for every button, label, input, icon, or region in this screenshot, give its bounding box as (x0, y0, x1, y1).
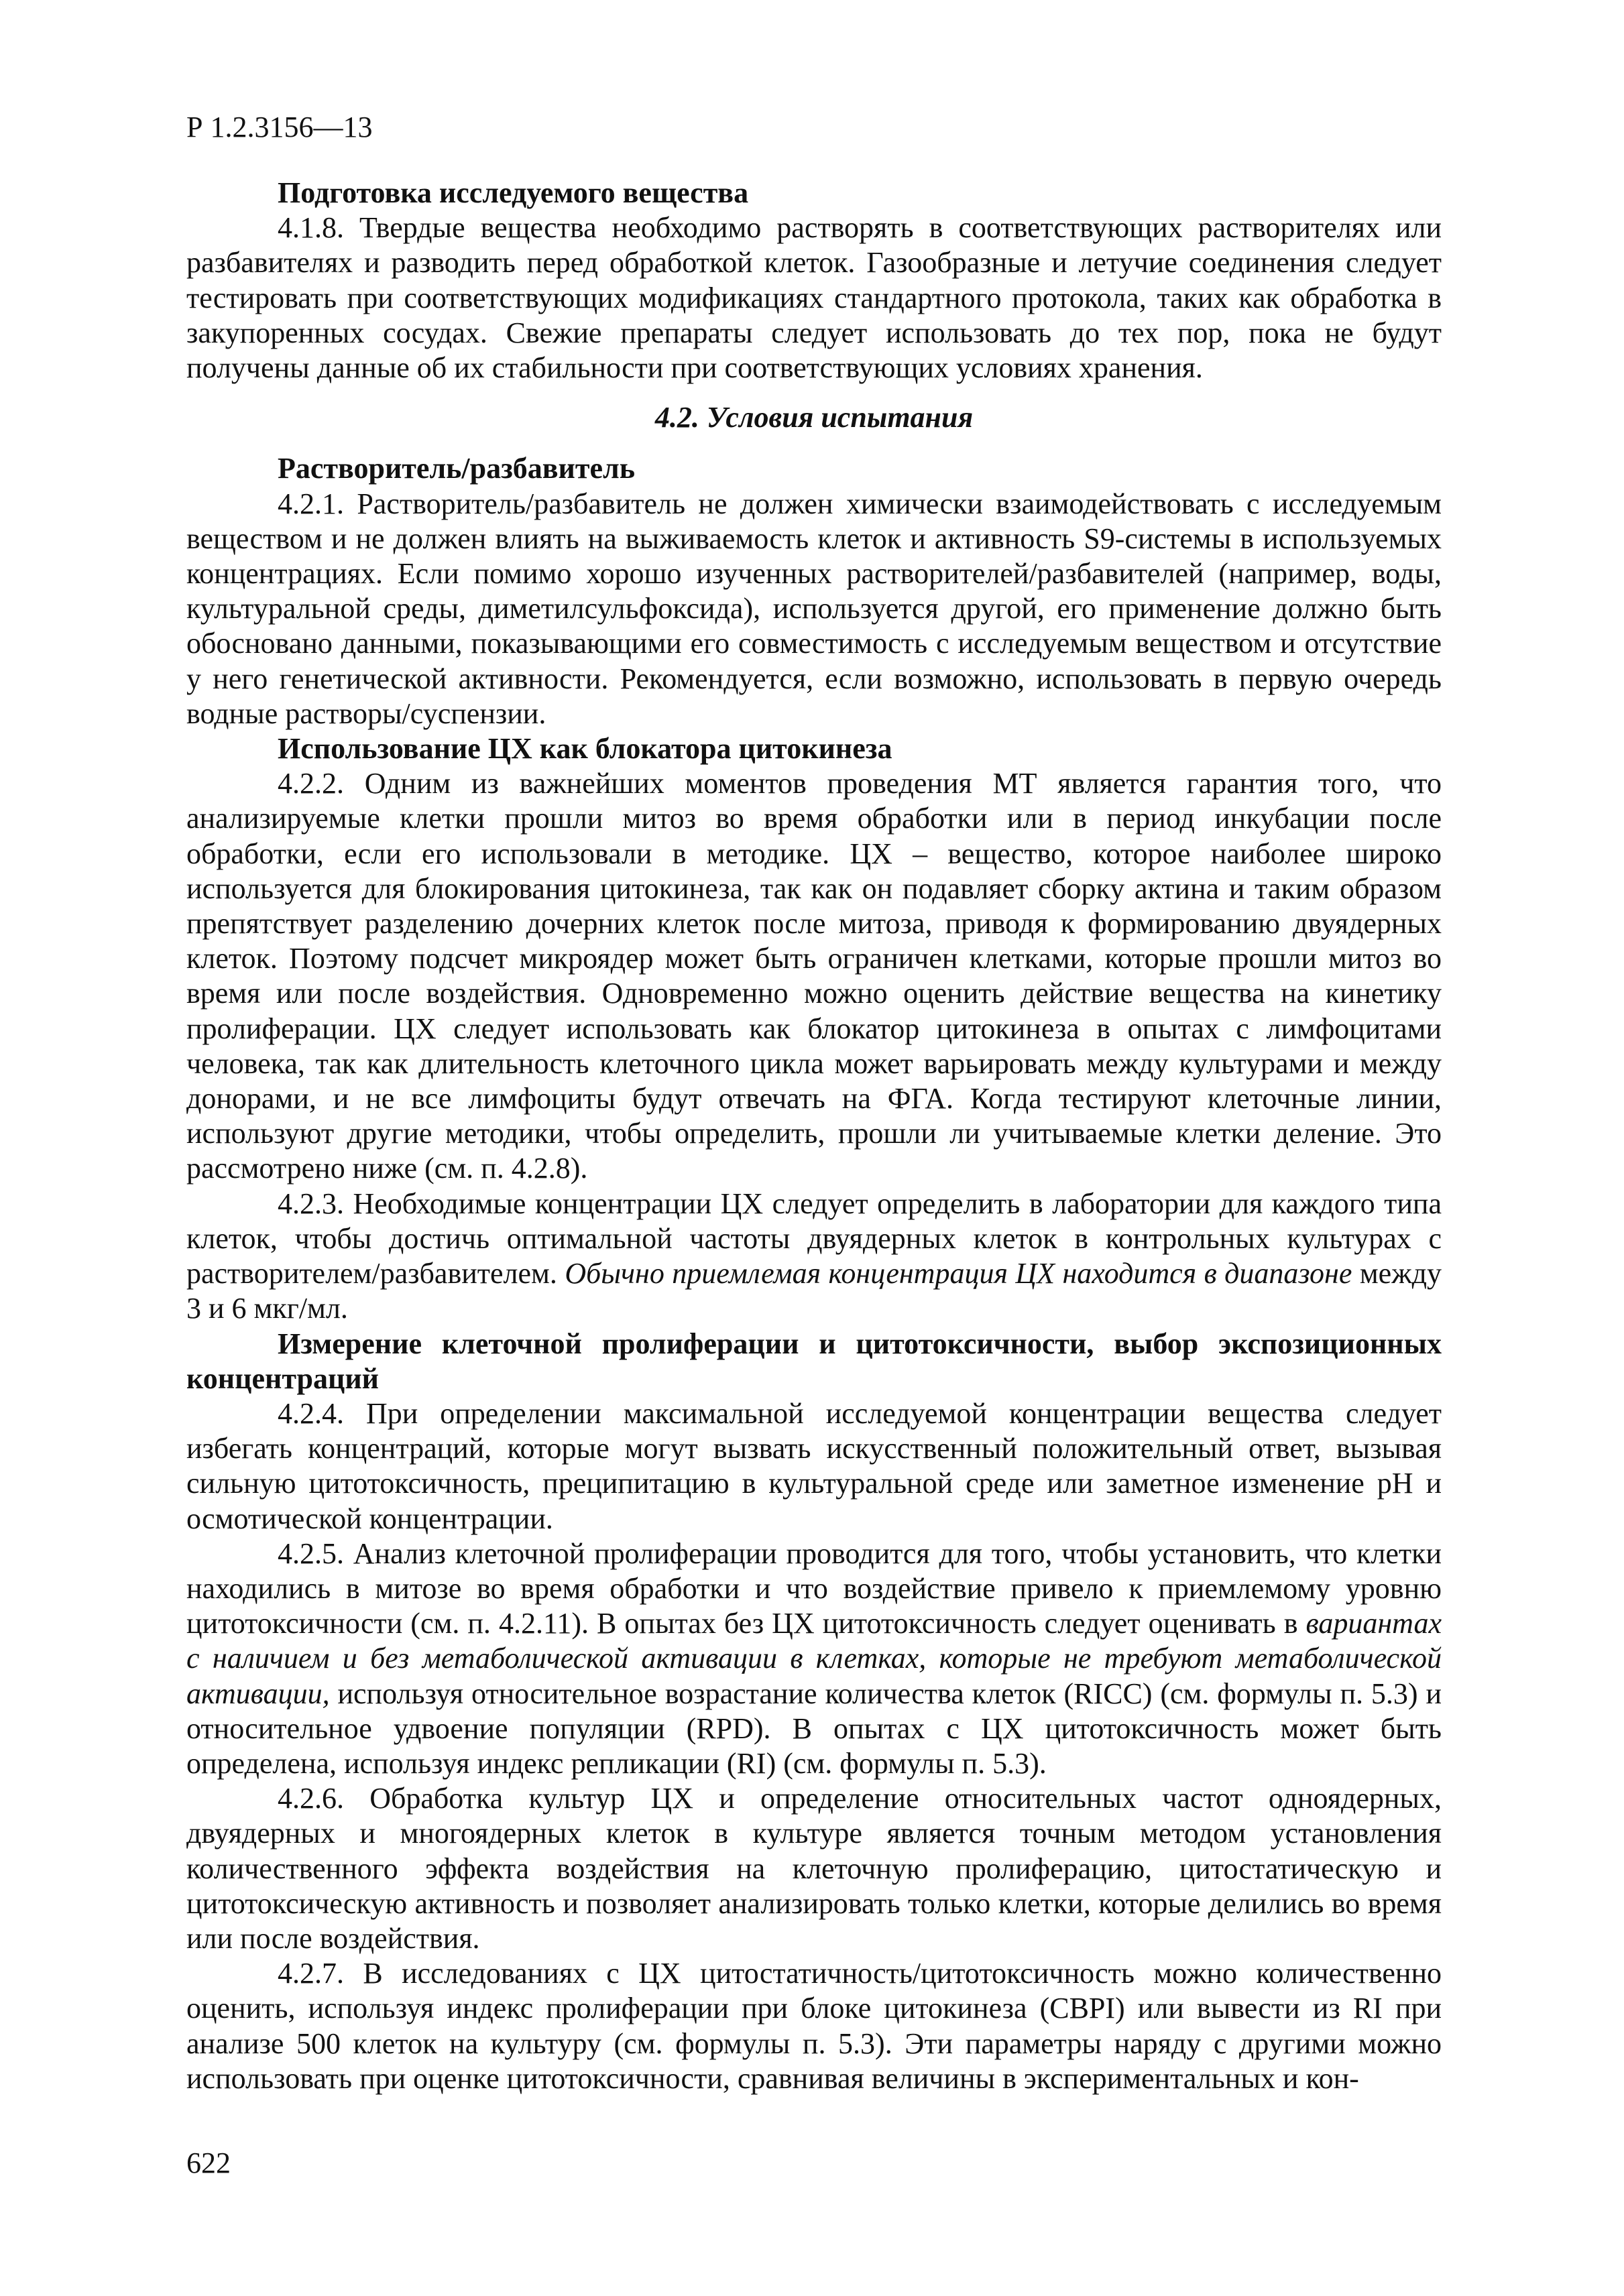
paragraph-4-1-8: 4.1.8. Твердые вещества необходимо растворять в соответствующих растворителях или разбавителях и разводить перед обработкой клеток. Газообразные и летучие соединения следует тестировать при соответствующих модификациях стандартного протокола, таких как обработка в закупоренных сосудах. Свежие препараты следует использовать до тех пор, пока не будут получены данные об их стабильности при соответствующих условиях хранения. (186, 211, 1442, 385)
heading-substance-preparation: Подготовка исследуемого вещества (278, 176, 749, 209)
paragraph-4-2-1: 4.2.1. Растворитель/разбавитель не должен химически взаимодействовать с исследуемым веществом и не должен влиять на выживаемость клеток и активность S9-системы в используемых концентрациях. Если помимо хорошо изученных растворителей/разбавителей (например, воды, культуральной среды, диметилсульфоксида), используется другой, его применение должно быть обосновано данными, показывающими его совместимость с исследуемым веществом и отсутствие у него генетической активности. Рекомендуется, если возможно, использовать в первую очередь водные растворы/суспензии. (186, 487, 1442, 730)
paragraph-4-2-2: 4.2.2. Одним из важнейших моментов проведения МТ является гарантия того, что анализируемые клетки прошли митоз во время обработки или в период инкубации после обработки, если его использовали в методике. ЦХ – вещество, которое наиболее широко используется для блокирования цитокинеза, так как он подавляет сборку актина и таким образом препятствует разделению дочерних клеток после митоза, приводя к формированию двуядерных клеток. Поэтому подсчет микроядер может быть ограничен клетками, которые прошли митоз во время или после воздействия. Одновременно можно оценить действие вещества на кинетику пролиферации. ЦХ следует использовать как блокатор цитокинеза в опытах с лимфоцитами человека, так как длительность клеточного цикла может варьировать между культурами и между донорами, и не все лимфоциты будут отвечать на ФГА. Когда тестируют клеточные линии, используют другие методики, чтобы определить, прошли ли учитываемые клетки деление. Это рассмотрено ниже (см. п. 4.2.8). (186, 767, 1442, 1185)
paragraph-4-2-3-start: 4.2.3. Необходимые концентрации ЦХ следует определить в лаборатории для каждого типа клеток, чтобы достичь оптимальной частоты двуядерных клеток в контрольных культурах с растворителем/разбавителем. (186, 1187, 1442, 1290)
paragraph-4-2-5-end: используя относительное возрастание количества клеток (RICC) (см. формулы п. 5.3) и относительное удвоение популяции (RPD). В опытах с ЦХ цитотоксичность может быть определена, используя индекс репликации (RI) (см. формулы п. 5.3). (186, 1677, 1442, 1780)
paragraph-4-2-5-start: 4.2.5. Анализ клеточной пролиферации проводится для того, чтобы установить, что клетки находились в митозе во время обработки и что воздействие привело к приемлемому уровню цитотоксичности (см. п. 4.2.11). В опытах без ЦХ цитотоксичность следует оценивать в (186, 1536, 1442, 1640)
paragraph-4-2-3-end: между 3 и 6 мкг/мл. (186, 1257, 1442, 1325)
heading-solvent: Растворитель/разбавитель (278, 452, 635, 485)
document-code: Р 1.2.3156—13 (186, 111, 373, 143)
paragraph-4-2-7: 4.2.7. В исследованиях с ЦХ цитостатичность/цитотоксичность можно количественно оценить, используя индекс пролиферации при блоке цитокинеза (CBPI) или вывести из RI при анализе 500 клеток на культуру (см. формулы п. 5.3). Эти параметры наряду с другими можно использовать при оценке цитотоксичности, сравнивая величины в экспериментальных и кон- (186, 1957, 1442, 2095)
heading-cx-blocker: Использование ЦХ как блокатора цитокинеза (278, 732, 892, 766)
heading-proliferation-measurement: Измерение клеточной пролиферации и цитотоксичности, выбор экспозиционных концентраций (186, 1327, 1442, 1395)
section-title-4-2: 4.2. Условия испытания (654, 401, 974, 434)
page-content (186, 176, 1442, 2096)
paragraph-4-2-3-italic: Обычно приемлемая концентрация ЦХ находится в диапазоне (565, 1257, 1352, 1290)
paragraph-4-2-4: 4.2.4. При определении максимальной исследуемой концентрации вещества следует избегать концентраций, которые могут вызвать искусственный положительный ответ, вызывая сильную цитотоксичность, преципитацию в культуральной среде или заметное изменение pH и осмотической концентрации. (186, 1396, 1442, 1535)
page-number: 622 (186, 2147, 231, 2179)
paragraph-4-2-6: 4.2.6. Обработка культур ЦХ и определение относительных частот одноядерных, двуядерных и многоядерных клеток в культуре является точным методом установления количественного эффекта воздействия на клеточную пролиферацию, цитостатическую и цитотоксическую активность и позволяет анализировать только клетки, которые делились во время или после воздействия. (186, 1782, 1442, 1955)
paragraph-4-2-5-italic: вариантах с наличием и без метаболической активации в клетках, которые не требуют метаболической активации, (186, 1607, 1442, 1710)
paragraph-4-2-3 (186, 1187, 1442, 1327)
paragraph-4-2-5 (186, 1536, 1442, 1781)
